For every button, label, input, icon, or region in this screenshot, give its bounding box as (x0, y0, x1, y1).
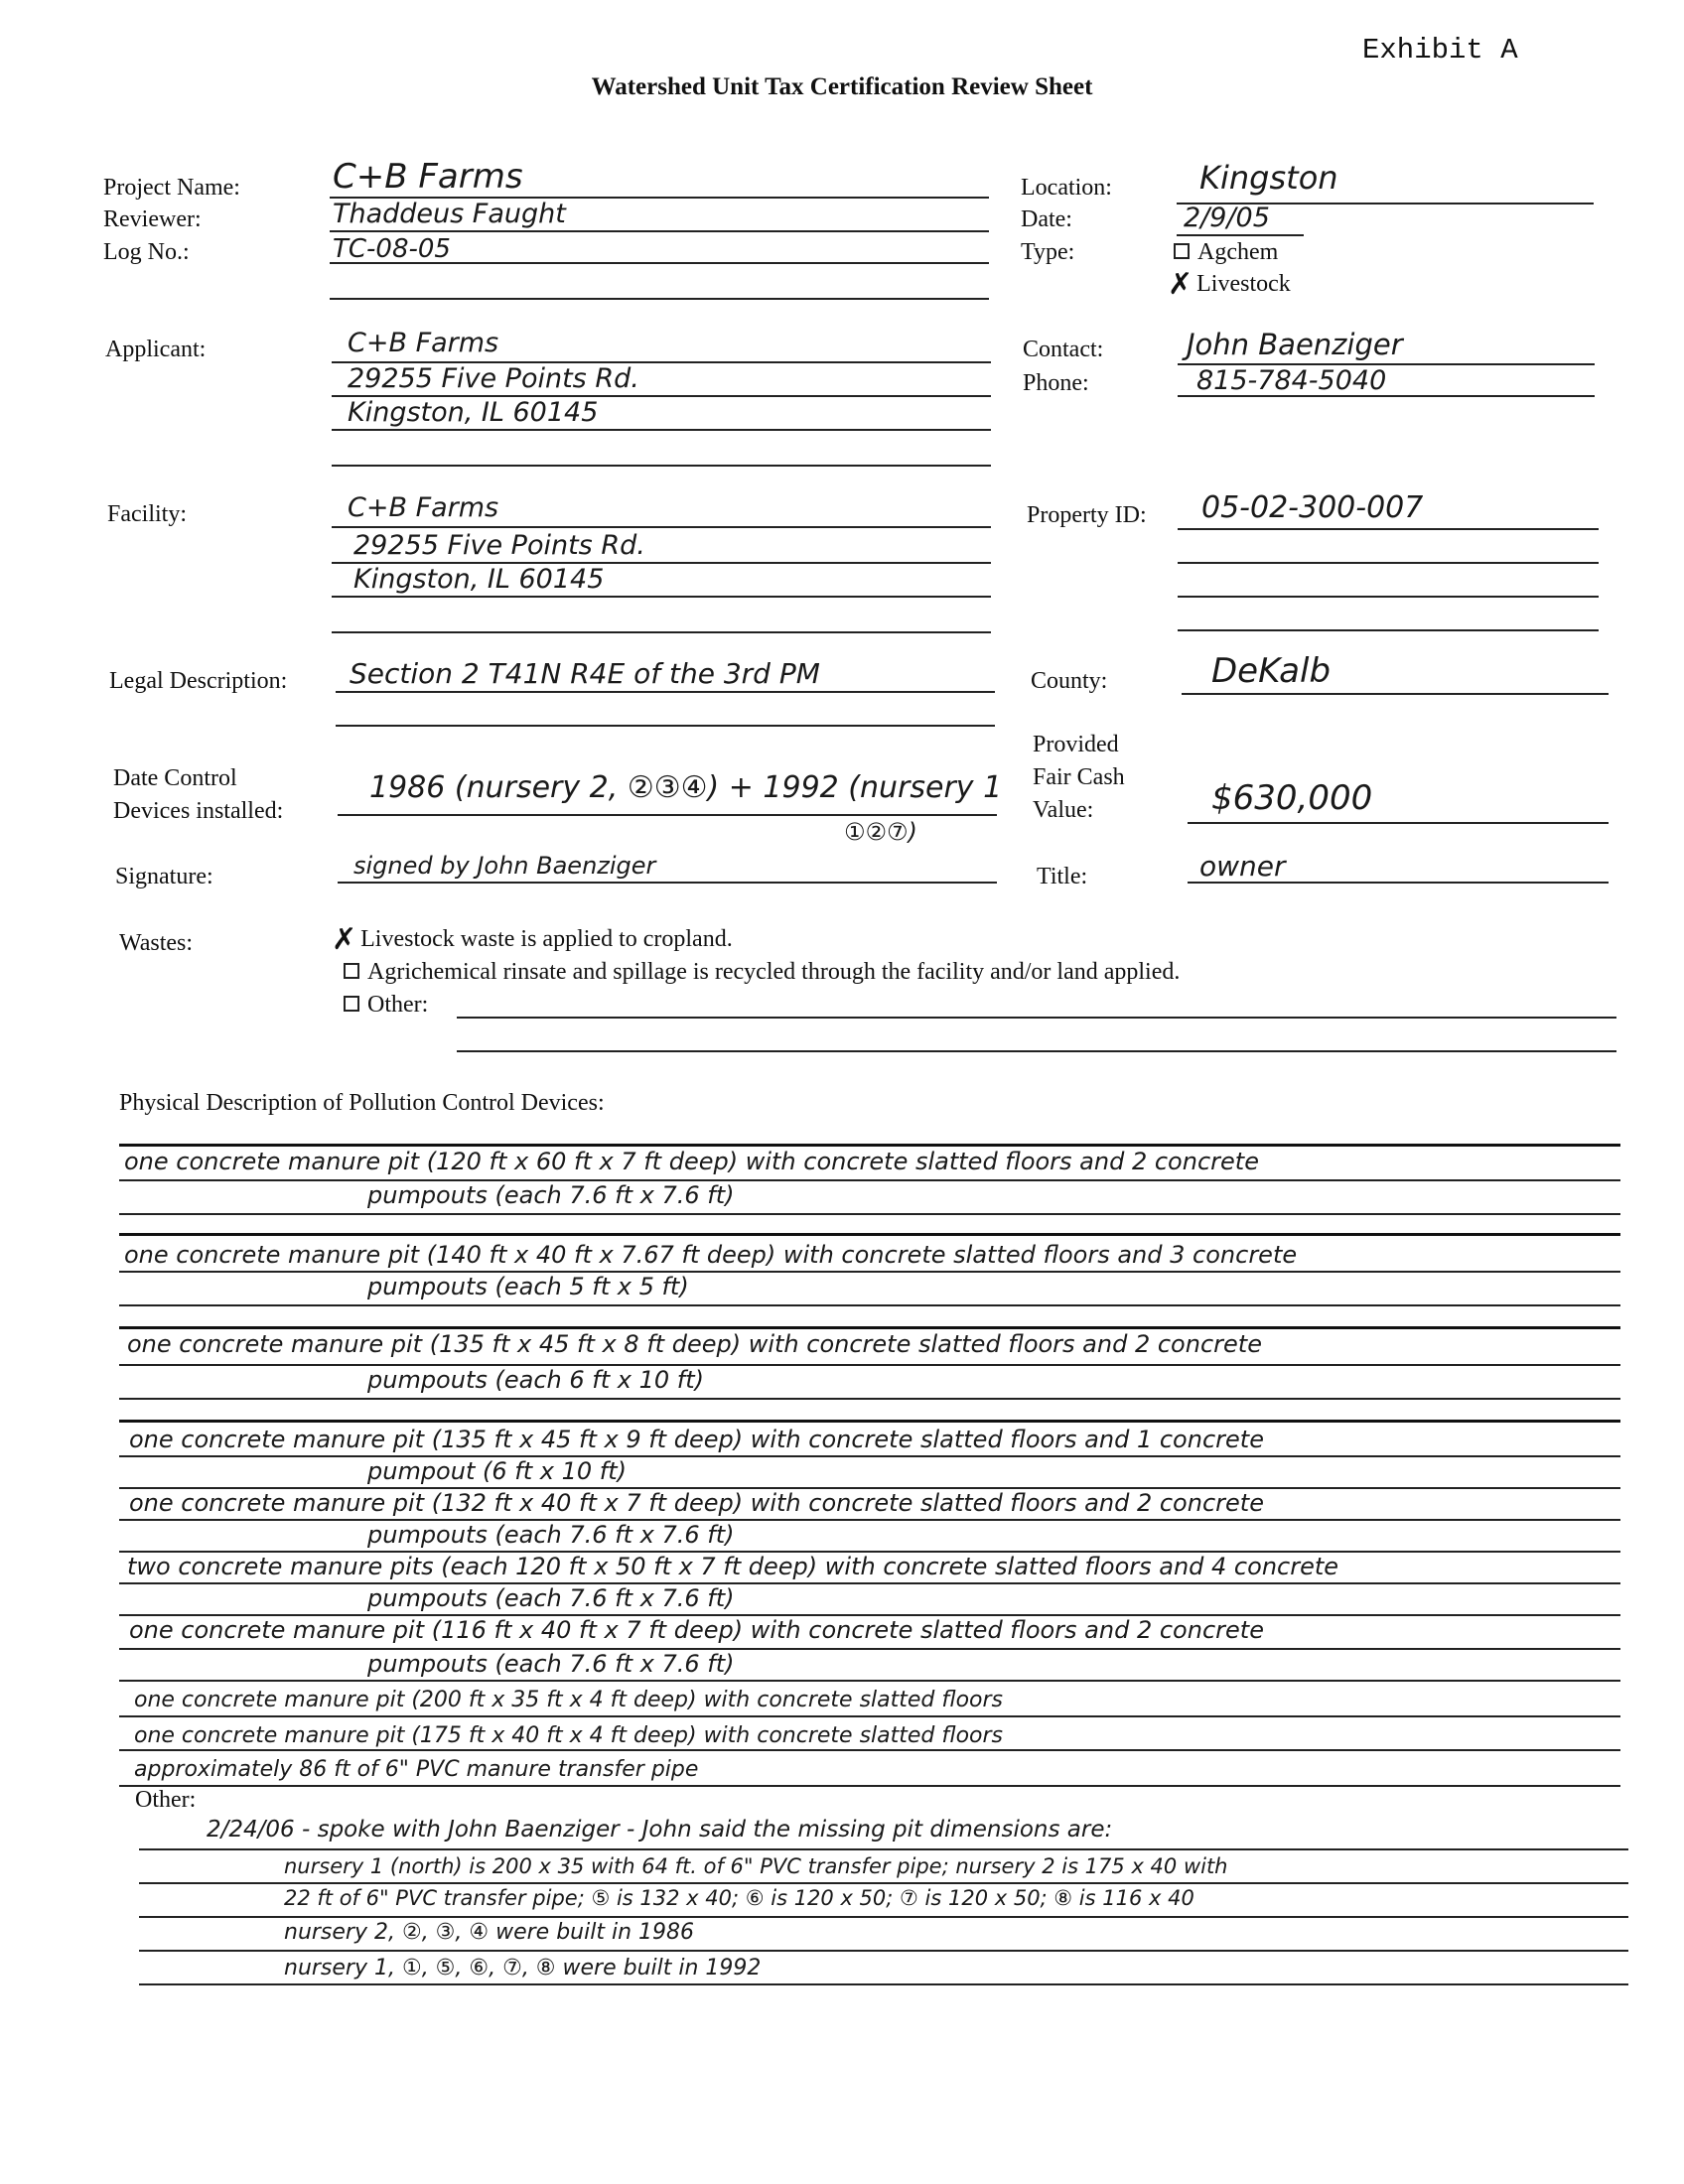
signature-value: signed by John Baenziger (353, 852, 656, 880)
title-value: owner (1199, 850, 1286, 883)
phone-value: 815-784-5040 (1196, 365, 1387, 396)
facility-line-3: Kingston, IL 60145 (353, 564, 605, 595)
legal-description-value: Section 2 T41N R4E of the 3rd PM (350, 657, 820, 690)
phone-label: Phone: (1023, 370, 1089, 396)
legal-description-label: Legal Description: (109, 668, 288, 694)
list-item: 22 ft of 6" PVC transfer pipe; ⑤ is 132 x 40; ⑥ is 120 x 50; ⑦ is 120 x 50; ⑧ is 116 x 40 (284, 1886, 1194, 1910)
applicant-line-3: Kingston, IL 60145 (348, 397, 599, 428)
fair-cash-label-2: Fair Cash (1033, 764, 1125, 790)
list-item: 2/24/06 - spoke with John Baenziger - John said the missing pit dimensions are: (207, 1817, 1113, 1843)
list-item: pumpout (6 ft x 10 ft) (367, 1457, 627, 1485)
property-id-label: Property ID: (1027, 502, 1147, 528)
waste-option-livestock[interactable]: ✗ Livestock waste is applied to cropland. (332, 923, 733, 957)
exhibit-label: Exhibit A (1362, 34, 1518, 67)
list-item: one concrete manure pit (135 ft x 45 ft x 9 ft deep) with concrete slatted floors and 1 concrete (129, 1426, 1264, 1453)
list-item: pumpouts (each 5 ft x 5 ft) (367, 1273, 689, 1300)
contact-value: John Baenziger (1187, 328, 1403, 361)
title-label: Title: (1037, 864, 1088, 889)
list-item: one concrete manure pit (175 ft x 40 ft x 4 ft deep) with concrete slatted floors (134, 1723, 1004, 1748)
waste-option-other[interactable]: Other: (344, 992, 428, 1019)
list-item: nursery 1 (north) is 200 x 35 with 64 ft. of 6" PVC transfer pipe; nursery 2 is 175 x 40 with (284, 1854, 1228, 1878)
date-value: 2/9/05 (1184, 203, 1270, 233)
facility-line-1: C+B Farms (348, 492, 499, 523)
applicant-line-2: 29255 Five Points Rd. (348, 363, 639, 394)
list-item: pumpouts (each 7.6 ft x 7.6 ft) (367, 1521, 735, 1549)
list-item: pumpouts (each 7.6 ft x 7.6 ft) (367, 1181, 735, 1209)
page-title: Watershed Unit Tax Certification Review Sheet (591, 73, 1093, 100)
list-item: one concrete manure pit (135 ft x 45 ft x 8 ft deep) with concrete slatted floors and 2 concrete (127, 1330, 1262, 1358)
property-id-value: 05-02-300-007 (1201, 490, 1424, 525)
list-item: one concrete manure pit (116 ft x 40 ft x 7 ft deep) with concrete slatted floors and 2 concrete (129, 1616, 1264, 1644)
fair-cash-value: $630,000 (1211, 778, 1373, 818)
wastes-label: Wastes: (119, 930, 194, 956)
list-item: one concrete manure pit (120 ft x 60 ft x 7 ft deep) with concrete slatted floors and 2 concrete (124, 1148, 1259, 1175)
log-no-value: TC-08-05 (333, 234, 451, 264)
fair-cash-label-1: Provided (1033, 732, 1119, 757)
contact-label: Contact: (1023, 337, 1104, 362)
type-label: Type: (1021, 239, 1075, 265)
list-item: pumpouts (each 6 ft x 10 ft) (367, 1366, 704, 1394)
date-control-label-1: Date Control (113, 765, 237, 791)
date-installed-value: 1986 (nursery 2, ②③④) + 1992 (nursery 1 (369, 770, 1003, 805)
fair-cash-label-3: Value: (1033, 797, 1094, 823)
waste-option-agrichemical[interactable]: Agrichemical rinsate and spillage is recycled through the facility and/or land applied. (344, 959, 1180, 986)
other-label: Other: (135, 1787, 197, 1813)
location-label: Location: (1021, 175, 1112, 201)
applicant-label: Applicant: (105, 337, 207, 362)
facility-line-2: 29255 Five Points Rd. (353, 530, 645, 561)
list-item: one concrete manure pit (200 ft x 35 ft x 4 ft deep) with concrete slatted floors (134, 1688, 1004, 1712)
project-name-value: C+B Farms (333, 157, 523, 197)
list-item: nursery 1, ①, ⑤, ⑥, ⑦, ⑧ were built in 1992 (284, 1956, 762, 1980)
project-name-label: Project Name: (103, 175, 240, 201)
reviewer-label: Reviewer: (103, 206, 202, 232)
facility-label: Facility: (107, 501, 187, 527)
physical-description-label: Physical Description of Pollution Control Devices: (119, 1090, 605, 1116)
list-item: pumpouts (each 7.6 ft x 7.6 ft) (367, 1584, 735, 1612)
list-item: nursery 2, ②, ③, ④ were built in 1986 (284, 1920, 694, 1945)
applicant-line-1: C+B Farms (348, 328, 499, 358)
list-item: approximately 86 ft of 6" PVC manure transfer pipe (134, 1757, 699, 1782)
list-item: pumpouts (each 7.6 ft x 7.6 ft) (367, 1650, 735, 1678)
county-label: County: (1031, 668, 1108, 694)
list-item: one concrete manure pit (140 ft x 40 ft x 7.67 ft deep) with concrete slatted floors and 3 concrete (124, 1241, 1298, 1269)
type-option-livestock[interactable]: ✗ Livestock (1168, 268, 1291, 302)
date-label: Date: (1021, 206, 1072, 232)
date-installed-value-cont: ①②⑦) (844, 818, 917, 846)
list-item: two concrete manure pits (each 120 ft x 50 ft x 7 ft deep) with concrete slatted floors and 4 concrete (127, 1553, 1339, 1580)
date-control-label-2: Devices installed: (113, 798, 284, 824)
signature-label: Signature: (115, 864, 213, 889)
type-option-agchem[interactable]: Agchem (1174, 239, 1278, 266)
location-value: Kingston (1199, 159, 1338, 197)
county-value: DeKalb (1211, 651, 1332, 691)
log-no-label: Log No.: (103, 239, 190, 265)
reviewer-value: Thaddeus Faught (333, 199, 566, 229)
list-item: one concrete manure pit (132 ft x 40 ft x 7 ft deep) with concrete slatted floors and 2 concrete (129, 1489, 1264, 1517)
